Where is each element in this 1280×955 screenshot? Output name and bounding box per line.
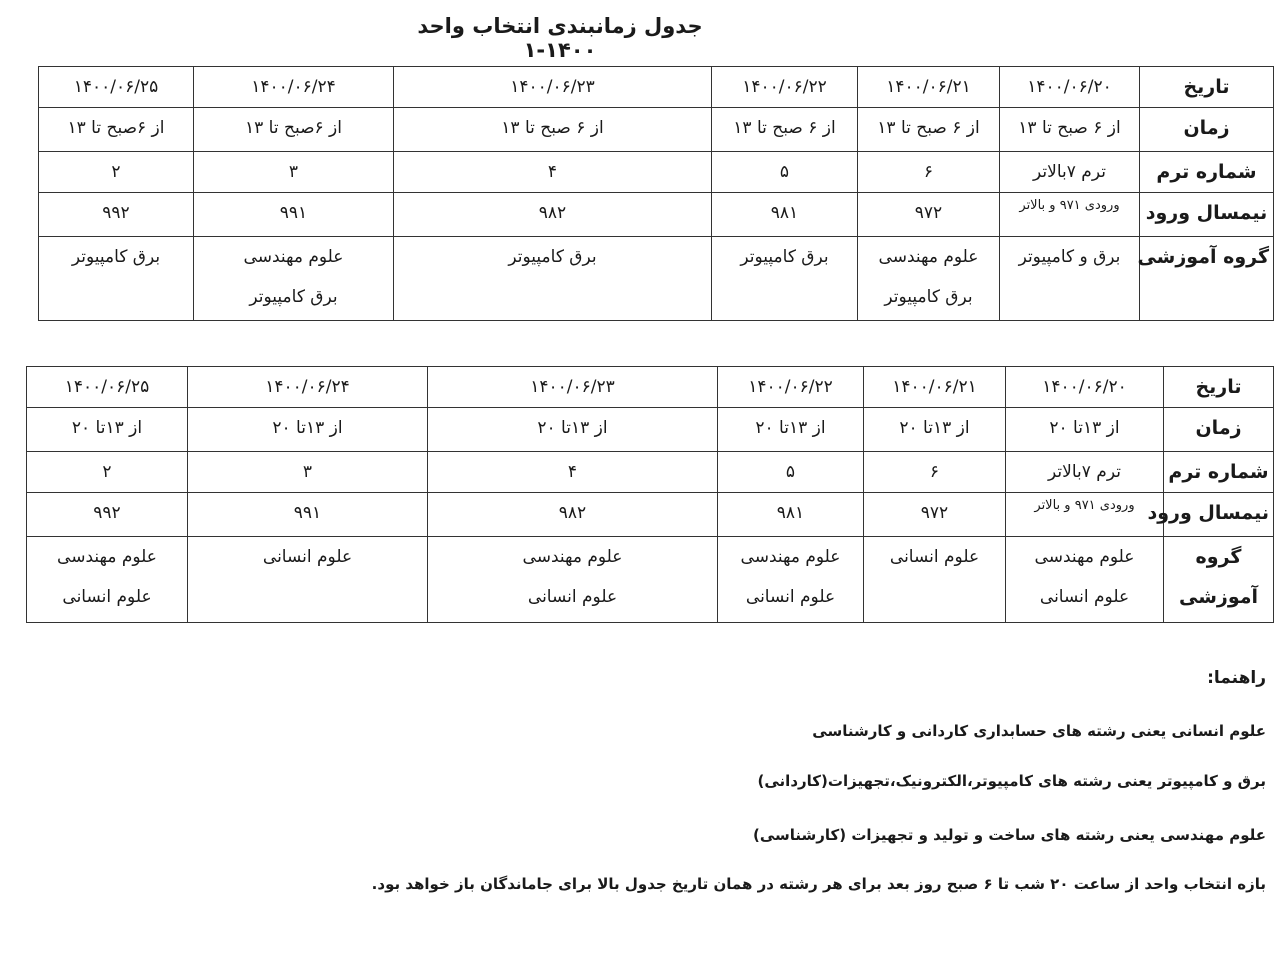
term-cell: ۲ (27, 452, 188, 493)
time-cell: از ۱۳تا ۲۰ (864, 408, 1006, 452)
group-line: برق و کامپیوتر (1018, 247, 1121, 267)
term-cell: ۵ (718, 452, 864, 493)
row-label-term: شماره ترم (1140, 152, 1274, 193)
table-row-entry (39, 193, 1274, 237)
group-line: علوم انسانی (527, 587, 618, 607)
row-label-group-line: آموزشی (1178, 586, 1259, 608)
group-cell (39, 237, 194, 321)
group-cell (428, 537, 718, 623)
table-row-date (27, 367, 1274, 408)
group-cell (194, 237, 394, 321)
group-line: علوم مهندسی (243, 247, 344, 267)
time-cell: از ۱۳تا ۲۰ (27, 408, 188, 452)
date-cell: ۱۴۰۰/۰۶/۲۱ (858, 67, 1000, 108)
row-label-date: تاریخ (1140, 67, 1274, 108)
group-line: برق کامپیوتر (740, 247, 829, 267)
row-label-date: تاریخ (1164, 367, 1274, 408)
entry-cell: ۹۹۱ (188, 493, 428, 537)
term-cell: ۴ (394, 152, 712, 193)
date-cell: ۱۴۰۰/۰۶/۲۵ (39, 67, 194, 108)
entry-cell: ۹۸۱ (718, 493, 864, 537)
table-row-term (27, 452, 1274, 493)
date-cell: ۱۴۰۰/۰۶/۲۳ (428, 367, 718, 408)
guide-title: راهنما: (1207, 668, 1266, 688)
group-cell (188, 537, 428, 623)
term-cell: ۶ (864, 452, 1006, 493)
table-row-group (39, 237, 1274, 321)
date-cell: ۱۴۰۰/۰۶/۲۴ (194, 67, 394, 108)
date-cell: ۱۴۰۰/۰۶/۲۲ (718, 367, 864, 408)
row-label-time: زمان (1140, 108, 1274, 152)
time-cell: از ۶ صبح تا ۱۳ (394, 108, 712, 152)
table-row-time (27, 408, 1274, 452)
table-row-date (39, 67, 1274, 108)
term-cell: ۴ (428, 452, 718, 493)
group-line: برق کامپیوتر (884, 287, 973, 307)
time-cell: از ۱۳تا ۲۰ (718, 408, 864, 452)
group-cell (864, 537, 1006, 623)
group-line: علوم مهندسی (878, 247, 979, 267)
time-cell: از ۶ صبح تا ۱۳ (858, 108, 1000, 152)
row-label-group-line: گروه (1195, 546, 1242, 568)
group-line: برق کامپیوتر (249, 287, 338, 307)
date-cell: ۱۴۰۰/۰۶/۲۵ (27, 367, 188, 408)
table-row-term (39, 152, 1274, 193)
group-line: علوم انسانی (1039, 587, 1130, 607)
table-row-entry (27, 493, 1274, 537)
time-cell: از ۶ صبح تا ۱۳ (712, 108, 858, 152)
guide-line-engineering: علوم مهندسی یعنی رشته های ساخت و تولید و تجهیزات (کارشناسی) (752, 826, 1266, 844)
group-line: علوم مهندسی (522, 547, 623, 567)
group-line: علوم انسانی (889, 547, 980, 567)
date-cell: ۱۴۰۰/۰۶/۲۲ (712, 67, 858, 108)
date-cell: ۱۴۰۰/۰۶/۲۰ (1000, 67, 1140, 108)
group-cell (1000, 237, 1140, 321)
term-cell: ۲ (39, 152, 194, 193)
row-label-group (1164, 537, 1274, 623)
group-line: علوم انسانی (262, 547, 353, 567)
term-cell: ۳ (188, 452, 428, 493)
date-cell: ۱۴۰۰/۰۶/۲۴ (188, 367, 428, 408)
group-cell (394, 237, 712, 321)
group-line: علوم انسانی (62, 587, 152, 607)
table-row-group (27, 537, 1274, 623)
page-title: جدول زمانبندی انتخاب واحد ۱۴۰۰-۱ (417, 14, 703, 62)
term-cell: ۳ (194, 152, 394, 193)
row-label-entry: نیمسال ورود (1164, 493, 1274, 537)
time-cell: از ۶صبح تا ۱۳ (39, 108, 194, 152)
guide-line-late-window: بازه انتخاب واحد از ساعت ۲۰ شب تا ۶ صبح روز بعد برای هر رشته در همان تاریخ جدول بالا برای جاماندگان باز خواهد بود. (371, 875, 1266, 893)
group-cell (27, 537, 188, 623)
group-line: علوم انسانی (745, 587, 836, 607)
row-label-entry: نیمسال ورود (1140, 193, 1274, 237)
entry-cell: ورودی ۹۷۱ و بالاتر (1000, 193, 1140, 237)
entry-cell: ورودی ۹۷۱ و بالاتر (1006, 493, 1164, 537)
schedule-table-morning (38, 66, 1274, 321)
entry-cell: ۹۹۲ (27, 493, 188, 537)
group-line: برق کامپیوتر (508, 247, 597, 267)
guide-line-humanities: علوم انسانی یعنی رشته های حسابداری کاردانی و کارشناسی (812, 722, 1266, 740)
time-cell: از ۱۳تا ۲۰ (428, 408, 718, 452)
time-cell: از ۱۳تا ۲۰ (188, 408, 428, 452)
group-cell (718, 537, 864, 623)
entry-cell: ۹۸۱ (712, 193, 858, 237)
date-cell: ۱۴۰۰/۰۶/۲۱ (864, 367, 1006, 408)
entry-cell: ۹۷۲ (864, 493, 1006, 537)
group-line: علوم مهندسی (57, 547, 157, 567)
entry-cell: ۹۸۲ (428, 493, 718, 537)
row-label-term: شماره ترم (1164, 452, 1274, 493)
time-cell: از ۶ صبح تا ۱۳ (1000, 108, 1140, 152)
entry-cell: ۹۷۲ (858, 193, 1000, 237)
row-label-group: گروه آموزشی (1140, 237, 1274, 321)
group-cell (712, 237, 858, 321)
time-cell: از ۱۳تا ۲۰ (1006, 408, 1164, 452)
term-cell: ۵ (712, 152, 858, 193)
row-label-time: زمان (1164, 408, 1274, 452)
guide-line-electrical-computer: برق و کامپیوتر یعنی رشته های کامپیوتر،الکترونیک،تجهیزات(کاردانی) (757, 772, 1266, 790)
group-line: علوم مهندسی (1034, 547, 1135, 567)
time-cell: از ۶صبح تا ۱۳ (194, 108, 394, 152)
table-row-time (39, 108, 1274, 152)
schedule-table-afternoon (26, 366, 1274, 623)
date-cell: ۱۴۰۰/۰۶/۲۰ (1006, 367, 1164, 408)
date-cell: ۱۴۰۰/۰۶/۲۳ (394, 67, 712, 108)
entry-cell: ۹۹۱ (194, 193, 394, 237)
group-line: برق کامپیوتر (71, 247, 161, 267)
term-cell: ۶ (858, 152, 1000, 193)
entry-cell: ۹۹۲ (39, 193, 194, 237)
term-cell: ترم ۷بالاتر (1000, 152, 1140, 193)
group-cell (1006, 537, 1164, 623)
group-cell (858, 237, 1000, 321)
group-line: علوم مهندسی (740, 547, 841, 567)
entry-cell: ۹۸۲ (394, 193, 712, 237)
term-cell: ترم ۷بالاتر (1006, 452, 1164, 493)
